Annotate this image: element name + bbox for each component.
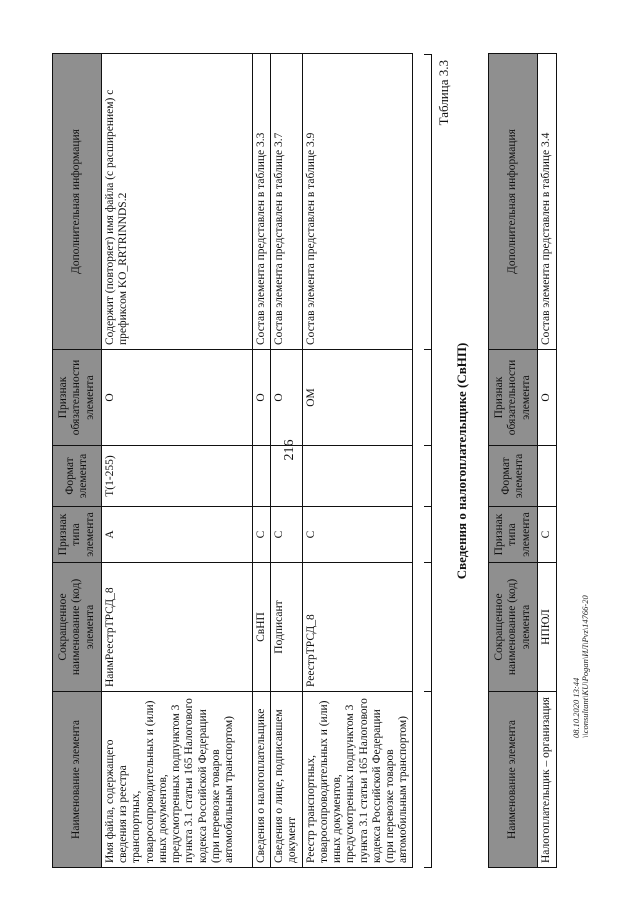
- stamp-path: \\consultant\KU\Pogan\ИЛ\Pvz\14766-20: [580, 595, 591, 738]
- cell-mandatory: О: [271, 350, 302, 446]
- cell-mandatory: О: [253, 350, 271, 446]
- cell-code: НаимРеестрТРСД_8: [102, 563, 253, 692]
- cell-info: Состав элемента представлен в таблице 3.3: [253, 54, 271, 350]
- cell-info: Содержит (повторяет) имя файла (с расширением) с префиксом KO_RRTRINNDS.2: [102, 54, 253, 350]
- cell-mandatory: ОМ: [302, 350, 413, 446]
- cell-name: Реестр транспортных, товаросопроводительных и (или) иных документов, предусмотренных подпунктом 3 пункта 3.1 статьи 165 Налогового кодекса Российской Федерации (при перевозке товаров автомобильным транспортом): [302, 692, 413, 868]
- header-element-mandatory: Признак обязательности элемента: [489, 350, 538, 446]
- column-divider: [424, 506, 432, 507]
- stamp-date: 08.10.2020 13:44: [571, 677, 581, 738]
- page-number: 216: [282, 439, 297, 461]
- cell-format: T(1-255): [102, 446, 253, 507]
- cell-code: СвНП: [253, 563, 271, 692]
- header-additional-info: Дополнительная информация: [489, 54, 538, 350]
- table-continuation-edge: [526, 855, 536, 868]
- cell-name: Имя файла, содержащего сведения из реестра транспортных, товаросопроводительных и (или) иных документов, предусмотренных подпунктом 3 пункта 3.1 статьи 165 Налогового кодекса Российской Федерации (при перевозке товаров автомобильным транспортом): [102, 692, 253, 868]
- cell-code: НПЮЛ: [538, 563, 557, 692]
- table-row: [253, 54, 271, 868]
- table-continuation-strip: [424, 54, 432, 868]
- table-row: [102, 54, 253, 868]
- rotated-document-sheet: [52, 54, 600, 868]
- cell-name: Сведения о налогоплательщике: [253, 692, 271, 868]
- header-element-format: Формат элемента: [489, 446, 538, 507]
- column-divider: [424, 445, 432, 446]
- cell-type: С: [271, 507, 302, 563]
- cell-name: Налогоплательщик – организация: [538, 692, 557, 868]
- table-row: [302, 54, 413, 868]
- table-row: [271, 54, 302, 868]
- cell-format: [271, 446, 302, 507]
- header-element-code: Сокращенное наименование (код) элемента: [53, 563, 102, 692]
- cell-format: [302, 446, 413, 507]
- print-stamp: [572, 595, 591, 738]
- header-additional-info: Дополнительная информация: [53, 54, 102, 350]
- cell-name: Сведения о лице, подписавшем документ: [271, 692, 302, 868]
- cell-format: [538, 446, 557, 507]
- table-title: Сведения о налогоплательщике (СвНП): [454, 342, 469, 580]
- column-divider: [424, 349, 432, 350]
- table-header-row: [53, 54, 102, 868]
- column-divider: [424, 562, 432, 563]
- header-element-code: Сокращенное наименование (код) элемента: [489, 563, 538, 692]
- table-number-label: Таблица 3.3: [436, 60, 451, 126]
- cell-type: С: [538, 507, 557, 563]
- cell-format: [253, 446, 271, 507]
- header-element-format: Формат элемента: [53, 446, 102, 507]
- header-element-name: Наименование элемента: [489, 692, 538, 868]
- column-divider: [424, 691, 432, 692]
- cell-info: Состав элемента представлен в таблице 3.7: [271, 54, 302, 350]
- cell-type: С: [302, 507, 413, 563]
- header-element-type: Признак типа элемента: [53, 507, 102, 563]
- elements-table: [52, 53, 413, 868]
- cell-type: А: [102, 507, 253, 563]
- header-element-name: Наименование элемента: [53, 692, 102, 868]
- cell-code: РеестрТРСД_8: [302, 563, 413, 692]
- cell-code: Подписант: [271, 563, 302, 692]
- cell-info: Состав элемента представлен в таблице 3.4: [538, 54, 557, 350]
- header-element-type: Признак типа элемента: [489, 507, 538, 563]
- header-element-mandatory: Признак обязательности элемента: [53, 350, 102, 446]
- table-header-row: [489, 54, 538, 868]
- taxpayer-table: [488, 53, 557, 868]
- cell-mandatory: О: [538, 350, 557, 446]
- cell-mandatory: О: [102, 350, 253, 446]
- cell-type: С: [253, 507, 271, 563]
- cell-info: Состав элемента представлен в таблице 3.9: [302, 54, 413, 350]
- table-row: [538, 54, 557, 868]
